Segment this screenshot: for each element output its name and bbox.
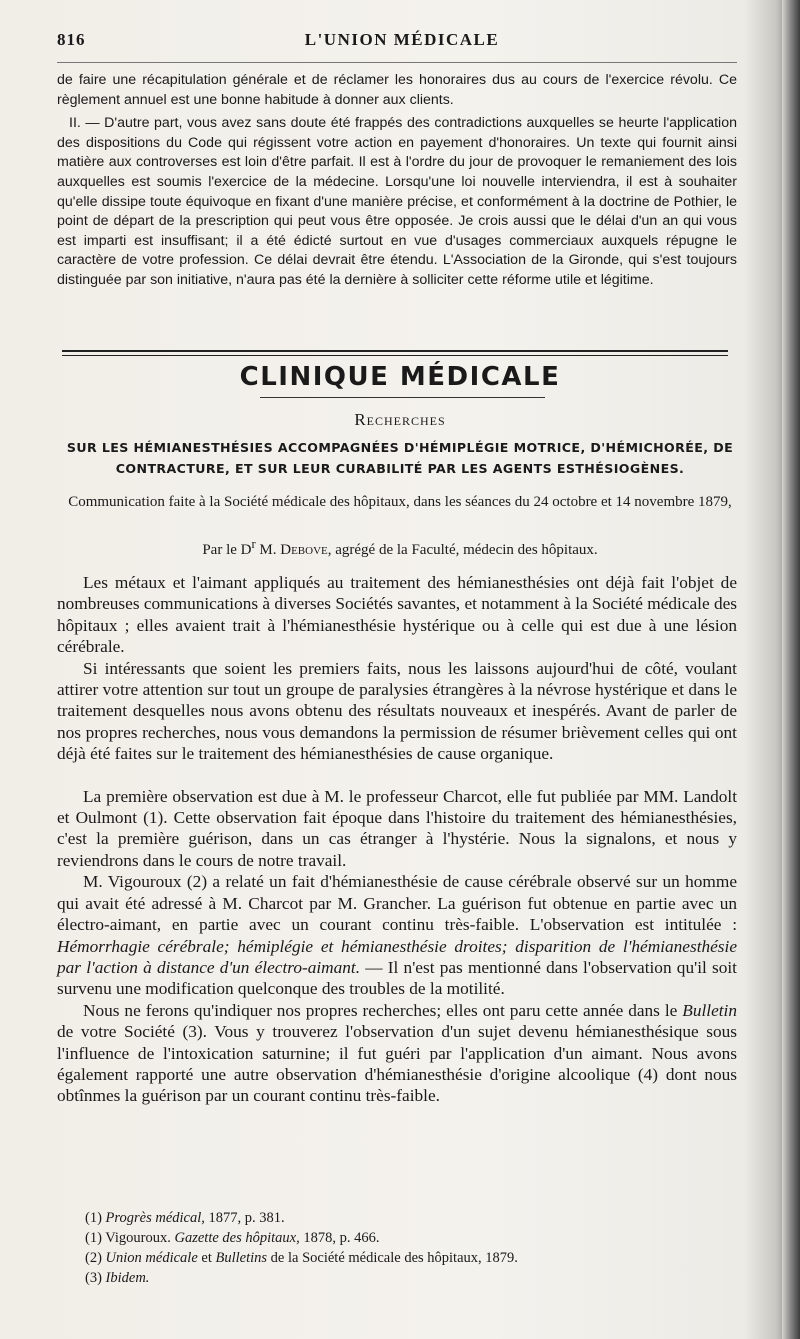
- footnote-text: Vigouroux.: [101, 1230, 175, 1246]
- body-paragraph-3: La première observation est due à M. le professeur Charcot, elle fut publiée par MM. Landolt et Oulmont (1). Cette observation fait époque dans l'histoire du traitement des hémianesthésies, c'est la première guérison, dans un cas étranger à l'hystérie. Nous la signalons, et nous y reviendrons dans le cours de notre travail.: [57, 786, 737, 870]
- article-body: [57, 572, 737, 1107]
- body-paragraph-5: [57, 1000, 737, 1107]
- footnote-1: [85, 1210, 285, 1227]
- footnote-2: [85, 1230, 380, 1247]
- article-title-line-2: CONTRACTURE, ET SUR LEUR CURABILITÉ PAR LES AGENTS ESTHÉSIOGÈNES.: [115, 461, 685, 476]
- footnote-italic: Ibidem.: [105, 1270, 150, 1286]
- body-paragraph-2: Si intéressants que soient les premiers faits, nous les laissons aujourd'hui de côté, voulant attirer votre attention sur tout un groupe de paralysies étrangères à la névrose hystérique et dans le traitement desquelles nous avons obtenu des résultats nouveaux et inespérés. Avant de parler de nos propres recherches, nous vous demandons la permission de résumer brièvement celles qui ont déjà été faites sur le traitement des hémianesthésies de cause organique.: [57, 658, 737, 764]
- footnote-number: (1): [85, 1230, 102, 1246]
- byline-suffix: , agrégé de la Faculté, médecin des hôpitaux.: [327, 542, 598, 558]
- footnote-italic: Gazette des hôpitaux,: [174, 1230, 300, 1246]
- footnote-italic: Union médicale: [105, 1250, 198, 1266]
- footnote-4: [85, 1270, 149, 1287]
- byline-sup: r: [251, 537, 256, 551]
- p4-italic: Hémorrhagie cérébrale; hémiplégie et hémianesthésie droites; disparition de l'hémianesthésie par l'action à distance d'un électro-aimant.: [57, 936, 737, 977]
- footnote-number: (1): [85, 1210, 102, 1226]
- book-spine-shadow: [782, 0, 800, 1339]
- page-header: [57, 30, 747, 56]
- section-subtitle: Recherches: [354, 410, 446, 429]
- byline-m: M.: [255, 542, 281, 558]
- p5-b: de votre Société (3). Vous y trouverez l'observation d'un sujet devenu hémianesthésique sous l'influence de l'intoxication saturnine; il fut guéri par l'application d'un aimant. Nous avons également rapporté une autre observation d'hémianesthésie d'origine alcoolique (4) dont nous obtînmes la guérison par un courant continu très-faible.: [57, 1022, 737, 1106]
- footnote-number: (2): [85, 1250, 102, 1266]
- p4-end: — Il n'est pas mentionné dans l'observation qu'il soit survenu une modification quelconque des troubles de la motilité.: [57, 957, 737, 999]
- footnote-text: et: [197, 1250, 216, 1266]
- footnote-italic: Bulletins: [215, 1250, 268, 1266]
- author-byline: [57, 537, 743, 559]
- author-name: Debove: [280, 542, 328, 558]
- title-underline: [260, 397, 545, 398]
- preceding-paragraph-1: de faire une récapitulation générale et de réclamer les honoraires dus au cours de l'exercice révolu. Ce règlement annuel est une bonne habitude à donner aux clients.: [57, 72, 737, 108]
- body-paragraph-4: [57, 871, 737, 999]
- article-title-line-1: SUR LES HÉMIANESTHÉSIES ACCOMPAGNÉES D'HÉMIPLÉGIE MOTRICE, D'HÉMICHORÉE, DE: [66, 440, 734, 455]
- p5-a: Nous ne ferons qu'indiquer nos propres recherches; elles ont paru cette année dans le: [83, 1000, 683, 1020]
- footnote-text: 1877, p. 381.: [204, 1210, 285, 1226]
- footnote-italic: Progrès médical,: [105, 1210, 205, 1226]
- running-title: L'UNION MÉDICALE: [304, 30, 500, 49]
- footnote-3: [85, 1250, 518, 1267]
- communication-note: Communication faite à la Société médicale des hôpitaux, dans les séances du 24 octobre et 14 novembre 1879,: [68, 494, 732, 510]
- header-rule: [57, 62, 737, 63]
- section-divider: [62, 350, 728, 356]
- article-title: [57, 437, 743, 479]
- footnote-text: de la Société médicale des hôpitaux, 1879.: [267, 1250, 518, 1266]
- p5-italic: Bulletin: [682, 1000, 737, 1020]
- preceding-article-text: [57, 71, 737, 291]
- footnote-number: (3): [85, 1270, 102, 1286]
- page-number: 816: [57, 30, 86, 49]
- preceding-paragraph-2: II. — D'autre part, vous avez sans doute été frappés des contradictions auxquelles se heurte l'application des dispositions du Code qui régissent votre action en payement d'honoraires. Un texte qui fournit ainsi matière aux controverses est loin d'être parfait. Il est à l'ordre du jour de provoquer le remaniement des lois auxquelles est soumis l'exercice de la médecine. Lorsqu'une loi nouvelle interviendra, il est à souhaiter qu'elle dissipe toute équivoque en fixant d'une manière précise, et conformément à la doctrine de Pothier, le point de départ de la prescription qui peut vous être opposée. Je crois aussi que le délai d'un an qui vous est imparti est insuffisant; il a été édicté surtout en vue d'usages commerciaux auxquels répugne le caractère de votre profession. Ce délai devrait être étendu. L'Association de la Gironde, qui s'est toujours distinguée par son initiative, n'aura pas été la dernière à solliciter cette réforme utile et légitime.: [57, 115, 737, 288]
- p4-start: M. Vigouroux (2) a relaté un fait d'hémianesthésie de cause cérébrale observé sur un homme qui avait été adressé à M. Charcot par M. Grancher. La guérison fut obtenue en partie avec un électro-aimant, en partie avec un courant continu très-faible. L'observation est intitulée :: [57, 872, 737, 935]
- body-paragraph-1: Les métaux et l'aimant appliqués au traitement des hémianesthésies ont déjà fait l'objet de nombreuses communications à diverses Sociétés savantes, et notamment à la Société médicale des hôpitaux ; elles avaient trait à l'hémianesthésie hystérique ou à celle qui est due à une lésion cérébrale.: [57, 573, 738, 657]
- byline-prefix: Par le D: [202, 542, 252, 558]
- footnote-text: 1878, p. 466.: [299, 1230, 380, 1246]
- section-title: CLINIQUE MÉDICALE: [239, 362, 561, 392]
